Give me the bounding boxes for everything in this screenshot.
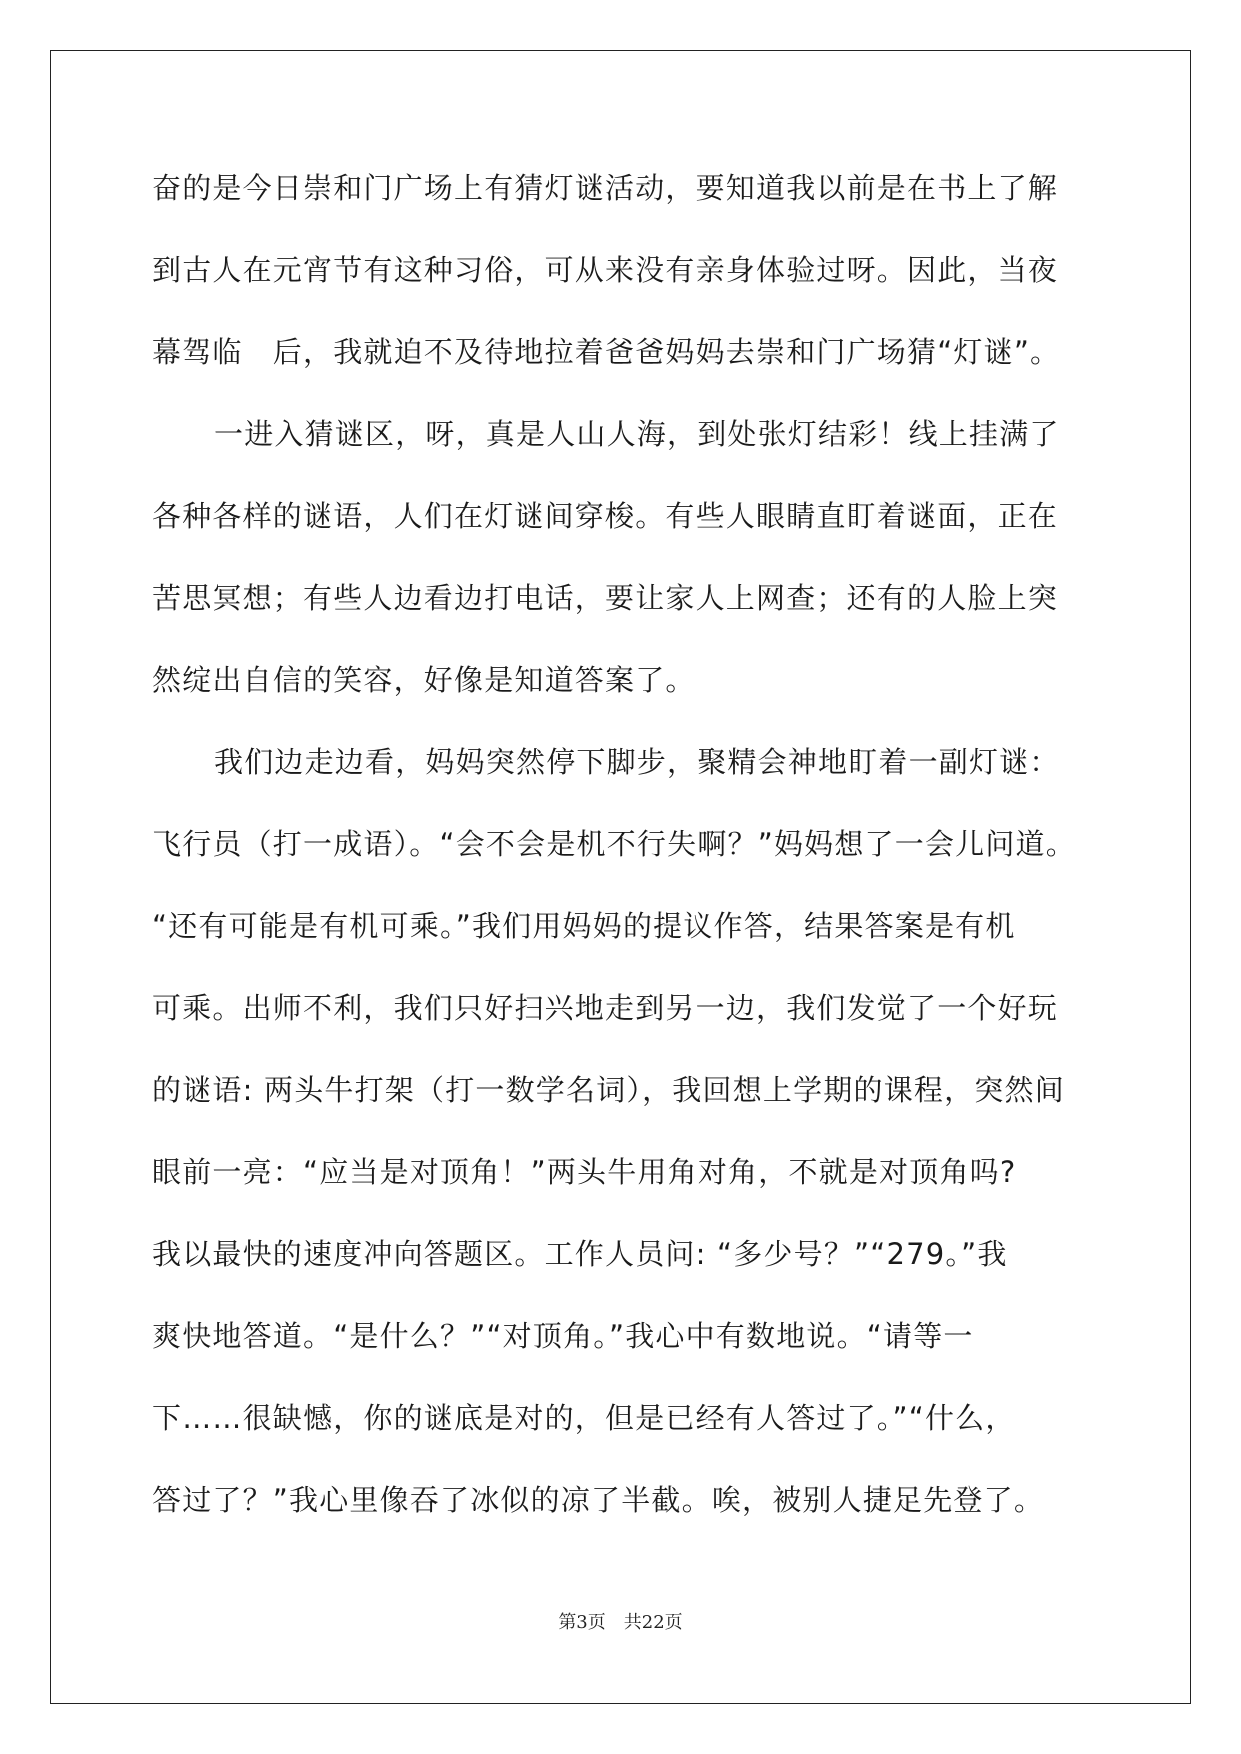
text-line: 各种各样的谜语，人们在灯谜间穿梭。有些人眼睛直盯着谜面，正在	[152, 499, 1059, 533]
text-line: 的谜语: 两头牛打架（打一数学名词），我回想上学期的课程，突然间	[152, 1073, 1065, 1107]
text-line: 飞行员（打一成语）。“会不会是机不行失啊？”妈妈想了一会儿问道。	[152, 827, 1076, 861]
text-line: 我以最快的速度冲向答题区。工作人员问: “多少号？”“279。”我	[152, 1237, 1008, 1271]
text-line: 奋的是今日崇和门广场上有猜灯谜活动，要知道我以前是在书上了解	[152, 171, 1059, 205]
text-line: 苦思冥想；有些人边看边打电话，要让家人上网查；还有的人脸上突	[152, 581, 1059, 615]
text-line: 爽快地答道。“是什么？”“对顶角。”我心中有数地说。“请等一	[152, 1319, 974, 1353]
paragraph-start-line: 一进入猜谜区，呀，真是人山人海，到处张灯结彩！线上挂满了	[214, 417, 1060, 451]
paragraph-start-line: 我们边走边看，妈妈突然停下脚步，聚精会神地盯着一副灯谜：	[214, 745, 1060, 779]
text-line: 幕驾临 后，我就迫不及待地拉着爸爸妈妈去崇和门广场猜“灯谜”。	[152, 335, 1061, 369]
text-line: 可乘。出师不利，我们只好扫兴地走到另一边，我们发觉了一个好玩	[152, 991, 1059, 1025]
text-line: 到古人在元宵节有这种习俗，可从来没有亲身体验过呀。因此，当夜	[152, 253, 1059, 287]
document-body	[152, 160, 1088, 1554]
page-number-footer: 第3页 共22页	[558, 1612, 683, 1633]
text-line: 答过了？”我心里像吞了冰似的凉了半截。唉，被别人捷足先登了。	[152, 1483, 1045, 1517]
text-line: 下……很缺憾，你的谜底是对的，但是已经有人答过了。”“什么，	[152, 1401, 1016, 1435]
text-line: 眼前一亮：“应当是对顶角！”两头牛用角对角，不就是对顶角吗?	[152, 1155, 1017, 1189]
text-line: 然绽出自信的笑容，好像是知道答案了。	[152, 663, 696, 697]
text-line: “还有可能是有机可乘。”我们用妈妈的提议作答，结果答案是有机	[152, 909, 1016, 943]
